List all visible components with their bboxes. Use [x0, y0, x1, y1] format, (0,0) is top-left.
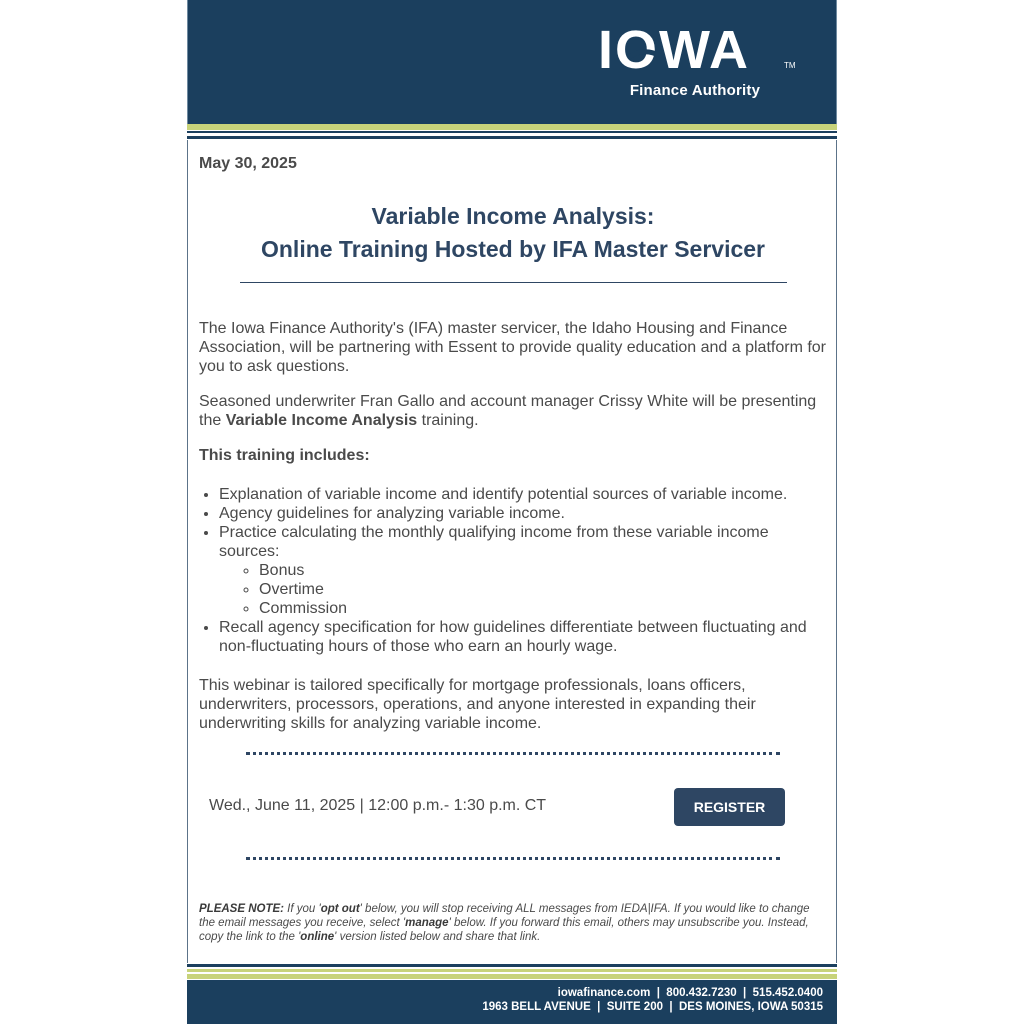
title-divider	[240, 282, 787, 283]
footer-address: 1963 BELL AVENUE | SUITE 200 | DES MOINES, IOWA 50315	[482, 1001, 823, 1013]
email-container	[187, 0, 837, 1024]
note-text: ' below. If you forward this email, others may unsubscribe you. Instead, copy the link to the '	[199, 917, 809, 943]
includes-heading: This training includes:	[199, 447, 370, 464]
list-item-text: Practice calculating the monthly qualifying income from these variable income sources:	[219, 524, 769, 560]
email-header	[187, 0, 837, 124]
top-green-stripe	[187, 124, 837, 130]
list-item: • Recall agency specification for how guidelines differentiate between fluctuating and non-fluctuating hours of those who earn an hourly wage.	[219, 618, 827, 656]
top-navy-stripe-2	[187, 136, 837, 139]
presenters-text: Seasoned underwriter Fran Gallo and account manager Crissy White will be presenting the	[199, 393, 817, 429]
sub-list-item: ◦ Bonus	[259, 561, 827, 580]
bottom-navy-stripe	[187, 964, 837, 967]
footer-contact: iowafinance.com | 800.432.7230 | 515.452.0400	[557, 987, 823, 999]
audience-paragraph: This webinar is tailored specifically for mortgage professionals, loans officers, underwriters, processors, operations, and anyone interested in expanding their underwriting skills for analyzing variable income.	[199, 677, 756, 732]
email-footer	[187, 980, 837, 1024]
note-text: ' below, you will stop receiving ALL messages from IEDA|IFA. If you would like to change the email messages you receive, select '	[199, 903, 810, 929]
presenters-text-end: training.	[417, 412, 479, 429]
presenters-paragraph	[199, 392, 827, 430]
sub-list-item: ◦ Commission	[259, 599, 827, 618]
title-line-2: Online Training Hosted by IFA Master Servicer	[260, 236, 765, 262]
register-button[interactable]: REGISTER	[674, 788, 785, 826]
manage-term: manage	[405, 917, 449, 929]
iowa-logo-icon	[598, 20, 798, 76]
list-item: • Explanation of variable income and identify potential sources of variable income.	[219, 485, 827, 504]
intro-paragraph: The Iowa Finance Authority's (IFA) master servicer, the Idaho Housing and Finance Association, will be partnering with Essent to provide quality education and a platform for you to ask questions.	[199, 320, 827, 375]
svg-text:IOWA: IOWA	[598, 20, 750, 76]
note-text: ' version listed below and share that link.	[334, 931, 541, 943]
training-name: Variable Income Analysis	[225, 412, 418, 429]
top-navy-stripe	[187, 131, 837, 133]
note-label: PLEASE NOTE:	[199, 903, 284, 915]
bottom-green-stripe	[187, 969, 837, 972]
list-item	[219, 523, 827, 618]
sub-list-item: ◦ Overtime	[259, 580, 827, 599]
list-item: • Agency guidelines for analyzing variable income.	[219, 504, 827, 523]
unsubscribe-note	[199, 902, 827, 944]
content	[199, 319, 827, 749]
opt-out-term: opt out	[320, 903, 360, 915]
training-list	[199, 485, 827, 656]
online-term: online	[300, 931, 335, 943]
dotted-divider-top	[246, 752, 780, 755]
email-body	[187, 140, 837, 963]
svg-text:TM: TM	[784, 61, 796, 70]
logo-subtitle: Finance Authority	[629, 82, 761, 99]
note-text: If you '	[283, 903, 321, 915]
event-datetime: Wed., June 11, 2025 | 12:00 p.m.- 1:30 p.m. CT	[209, 797, 547, 814]
email-date: May 30, 2025	[199, 155, 297, 172]
title-line-1: Variable Income Analysis:	[371, 203, 655, 229]
page-title	[188, 200, 838, 266]
bottom-green-stripe-2	[187, 974, 837, 979]
dotted-divider-bottom	[246, 857, 780, 860]
iowa-finance-authority-logo	[598, 20, 798, 106]
event-row	[188, 772, 838, 844]
